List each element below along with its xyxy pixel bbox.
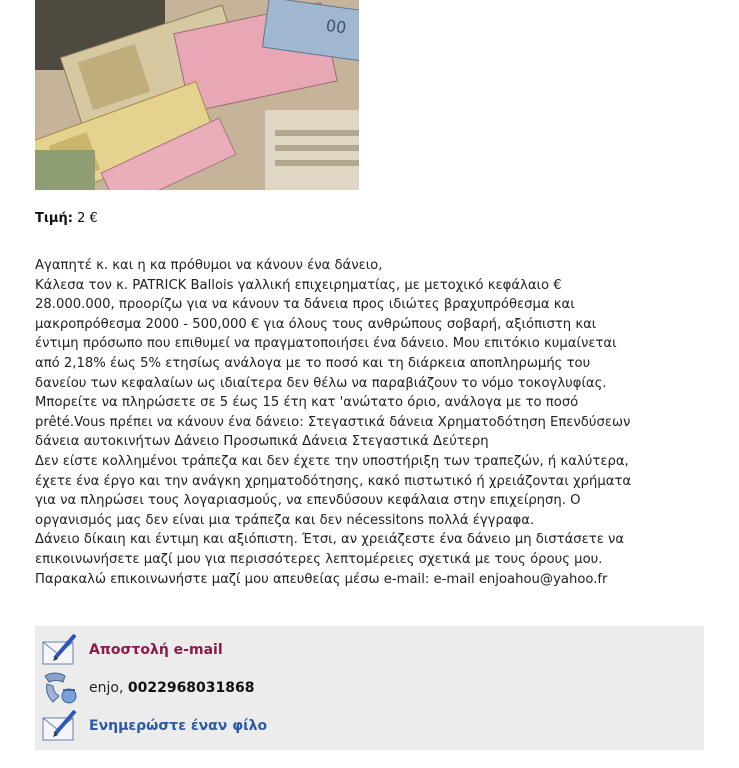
price-value: 2 € bbox=[77, 211, 98, 226]
description-line: επικοινωνήσετε μαζί μου για περισσότερες λεπτομέρειες σχετικά με τους όρους μου. bbox=[35, 551, 603, 567]
price-label: Τιμή: bbox=[35, 211, 73, 226]
description-line: Δεν είστε κολλημένοι τράπεζα και δεν έχετε την υποστήριξη των τραπεζών, ή καλύτερα, bbox=[35, 453, 629, 469]
phone-name: enjo, bbox=[89, 680, 124, 696]
svg-text:00: 00 bbox=[324, 15, 348, 38]
description-line: Παρακαλώ επικοινωνήστε μαζί μου απευθείας μέσω e-mail: e-mail enjoahou@yahoo.fr bbox=[35, 571, 608, 587]
description-line: έχετε ένα έργο και την ανάγκη χρηματοδότησης, κακό πιστωτικό ή χρειάζονται χρήματα bbox=[35, 473, 632, 489]
description-line: για να πληρώσει τους λογαριασμούς, να επενδύσουν κεφάλαια στην επιχείρηση. Ο bbox=[35, 493, 581, 509]
envelope-pen-icon bbox=[41, 708, 79, 744]
description-line: μακροπρόθεσμα 2000 - 500,000 € για όλους τους ανθρώπους σοβαρή, αξιόπιστη και bbox=[35, 316, 597, 332]
telephone-icon bbox=[41, 670, 79, 706]
description-line: οργανισμός μας δεν είναι μια τράπεζα και δεν nécessitons πολλά έγγραφα. bbox=[35, 512, 535, 528]
description bbox=[35, 256, 715, 589]
description-line: έντιμη πρόσωπο που επιθυμεί να πραγματοποιήσει ένα δάνειο. Μου επιτόκιο κυμαίνεται bbox=[35, 336, 617, 352]
description-line: Δάνειο δίκαιη και έντιμη και αξιόπιστη. Έτσι, αν χρειάζεστε ένα δάνειο μη διστάσετε να bbox=[35, 532, 625, 548]
description-line: 28.000.000, προορίζω για να κάνουν τα δάνεια προς ιδιώτες βραχυπρόθεσμα και bbox=[35, 297, 575, 313]
tell-a-friend-link[interactable]: Ενημερώστε έναν φίλο bbox=[89, 718, 268, 734]
price bbox=[35, 211, 98, 226]
description-line: prêté.Vous πρέπει να κάνουν ένα δάνειο: Στεγαστικά δάνεια Χρηματοδότηση Επενδύσεων bbox=[35, 414, 631, 430]
description-line: Κάλεσα τον κ. PATRICK Ballois γαλλική επιχειρηματίας, με μετοχικό κεφάλαιο € bbox=[35, 277, 562, 293]
description-line: Αγαπητέ κ. και η κα πρόθυμοι να κάνουν ένα δάνειο, bbox=[35, 258, 383, 273]
product-photo bbox=[35, 0, 359, 190]
phone-row bbox=[41, 670, 255, 706]
description-line: δανείου των κεφαλαίων ως ιδιαίτερα δεν θέλω να παραβιάζουν το νόμο τοκογλυφίας. bbox=[35, 375, 607, 391]
phone-number: 0022968031868 bbox=[127, 680, 255, 696]
send-email-link[interactable]: Αποστολή e-mail bbox=[89, 642, 223, 658]
description-line: δάνεια αυτοκινήτων Δάνειο Προσωπικά Δάνεια Στεγαστικά Δεύτερη bbox=[35, 434, 489, 450]
envelope-pen-icon bbox=[41, 632, 79, 668]
description-line: Μπορείτε να πληρώσετε σε 5 έως 15 έτη κατ 'ανώτατο όριο, ανάλογα με το ποσό bbox=[35, 395, 579, 411]
description-line: από 2,18% έως 5% ετησίως ανάλογα με το ποσό και τη διάρκεια αποπληρωμής του bbox=[35, 355, 591, 371]
contact-box bbox=[35, 626, 704, 750]
email-row bbox=[41, 632, 223, 668]
share-row bbox=[41, 708, 267, 744]
phone-text bbox=[89, 680, 255, 696]
